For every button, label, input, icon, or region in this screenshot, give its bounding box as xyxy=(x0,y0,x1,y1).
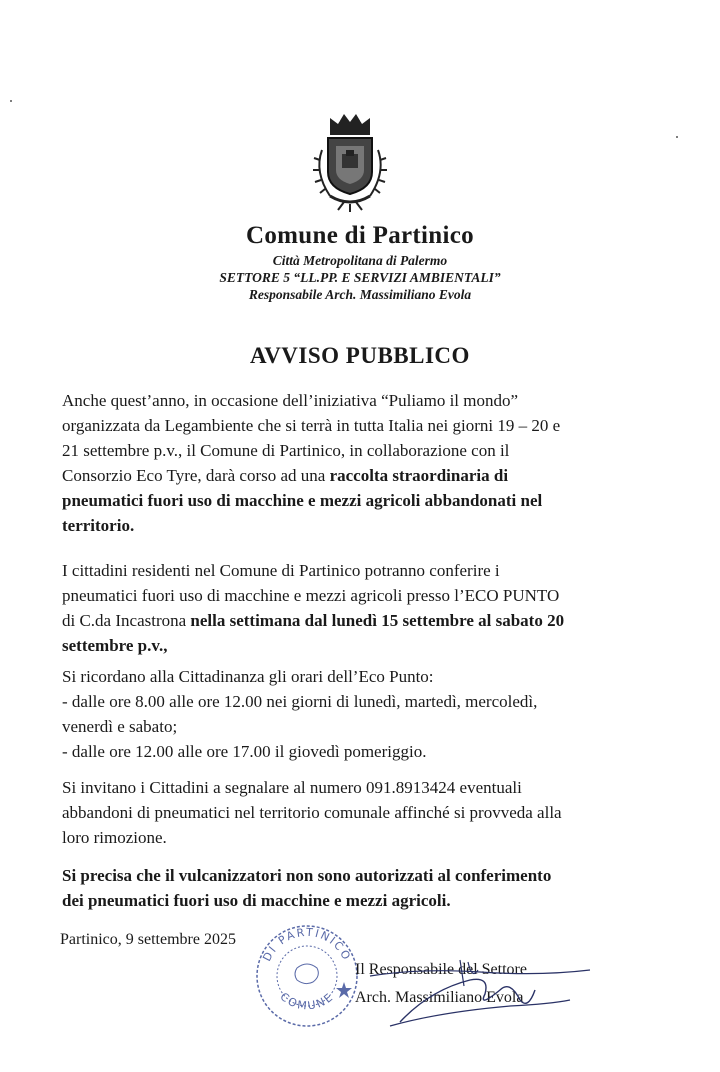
date-line: Partinico, 9 settembre 2025 xyxy=(60,931,236,948)
text-line-bold: dei pneumatici fuori uso di macchine e mezzi agricoli. xyxy=(62,891,451,910)
text-line: 21 settembre p.v., il Comune di Partinico, in collaborazione con il xyxy=(62,441,510,460)
text-line: abbandoni di pneumatici nel territorio comunale affinché si provveda alla xyxy=(62,803,562,822)
sector-subtitle: SETTORE 5 “LL.PP. E SERVIZI AMBIENTALI” xyxy=(219,270,501,285)
text-line-bold: settembre p.v., xyxy=(62,636,168,655)
text-line: Si ricordano alla Cittadinanza gli orari dell’Eco Punto: xyxy=(62,667,434,686)
text-segment: di C.da Incastrona xyxy=(62,611,191,630)
text-line: - dalle ore 12.00 alle ore 17.00 il giovedì pomeriggio. xyxy=(62,742,427,761)
signatory-name: Arch. Massimiliano Evola xyxy=(355,989,524,1006)
municipal-stamp xyxy=(252,920,362,1032)
text-line: Si invitano i Cittadini a segnalare al numero 091.8913424 eventuali xyxy=(62,778,522,797)
manager-subtitle: Responsabile Arch. Massimiliano Evola xyxy=(248,287,472,302)
paragraph-collection xyxy=(62,558,643,658)
text-segment: Consorzio Eco Tyre, darà corso ad una xyxy=(62,466,330,485)
text-segment-bold: nella settimana dal lunedì 15 settembre al sabato 20 xyxy=(190,611,565,630)
text-line-bold: territorio. xyxy=(62,516,135,535)
text-line-bold: Si precisa che il vulcanizzatori non sono autorizzati al conferimento xyxy=(62,866,552,885)
text-line: - dalle ore 8.00 alle ore 12.00 nei giorni di lunedì, martedì, mercoledì, xyxy=(62,692,538,711)
scan-speck xyxy=(676,136,678,138)
municipality-title: Comune di Partinico xyxy=(246,222,474,249)
text-line xyxy=(62,463,643,488)
svg-text:COMUNE xyxy=(277,990,336,1013)
handwritten-signature xyxy=(360,950,600,1040)
text-line: loro rimozione. xyxy=(62,828,167,847)
text-line: pneumatici fuori uso di macchine e mezzi agricoli presso l’ECO PUNTO xyxy=(62,586,560,605)
notice-title: AVVISO PUBBLICO xyxy=(250,343,470,368)
text-line: organizzata da Legambiente che si terrà in tutta Italia nei giorni 19 – 20 e xyxy=(62,416,561,435)
text-line: I cittadini residenti nel Comune di Partinico potranno conferire i xyxy=(62,561,500,580)
coat-of-arms-logo xyxy=(300,110,400,218)
paragraph-note xyxy=(62,863,643,913)
paragraph-reporting xyxy=(62,775,643,850)
city-subtitle: Città Metropolitana di Palermo xyxy=(272,253,448,268)
signatory-role: Il Responsabile del Settore xyxy=(355,961,527,978)
paragraph-event xyxy=(62,388,643,538)
text-line: Anche quest’anno, in occasione dell’iniziativa “Puliamo il mondo” xyxy=(62,391,519,410)
paragraph-hours xyxy=(62,664,643,764)
scan-speck xyxy=(10,100,12,102)
stamp-top-text: DI PARTINICO xyxy=(260,925,354,964)
text-line: venerdì e sabato; xyxy=(62,717,178,736)
text-segment-bold: raccolta straordinaria di xyxy=(329,466,509,485)
svg-text:DI PARTINICO xyxy=(260,926,353,964)
text-line xyxy=(62,608,643,633)
text-line-bold: pneumatici fuori uso di macchine e mezzi agricoli abbandonati nel xyxy=(62,491,543,510)
stamp-bottom-text: COMUNE xyxy=(277,989,337,1013)
